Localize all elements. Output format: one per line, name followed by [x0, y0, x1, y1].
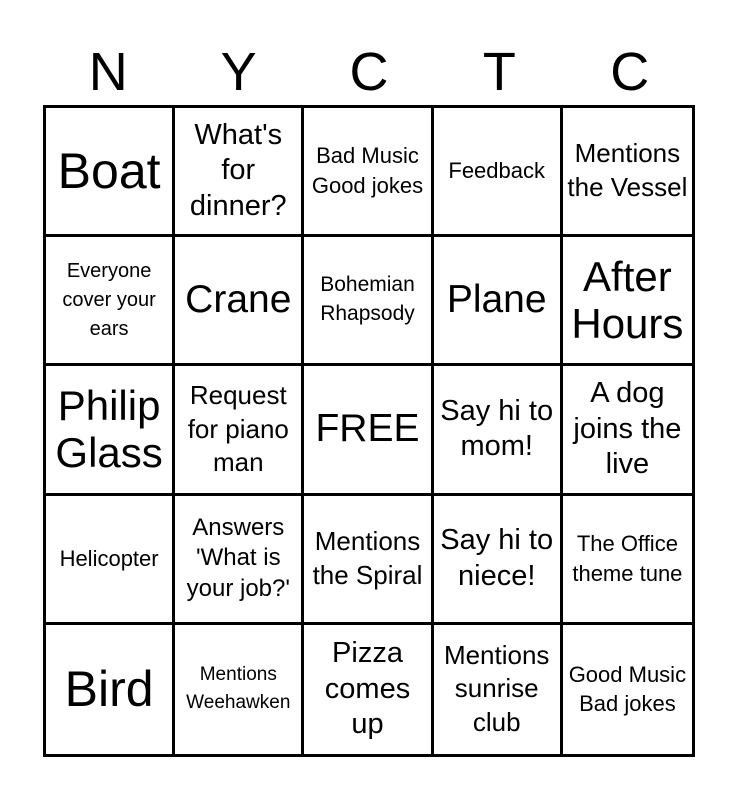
- cell-label: Mentions the Spiral: [312, 525, 423, 590]
- cell-label: Bad Music Good jokes: [311, 143, 424, 199]
- bingo-cell[interactable]: [175, 496, 304, 625]
- header-letter-3: C: [349, 42, 389, 102]
- bingo-cell[interactable]: [304, 496, 433, 625]
- bingo-cell[interactable]: [175, 108, 304, 237]
- bingo-cell[interactable]: [563, 625, 692, 754]
- cell-label: Plane: [446, 277, 547, 321]
- cell-label: Bird: [64, 661, 154, 718]
- bingo-cell[interactable]: [175, 625, 304, 754]
- cell-label: Philip Glass: [55, 382, 163, 477]
- cell-label: Mentions Weehawken: [186, 663, 291, 714]
- cell-label: Crane: [185, 277, 292, 321]
- bingo-cell[interactable]: [46, 366, 175, 495]
- bingo-cell[interactable]: [175, 366, 304, 495]
- bingo-cell[interactable]: [46, 496, 175, 625]
- header-letter-4: T: [482, 42, 516, 102]
- cell-label: Everyone cover your ears: [62, 259, 156, 340]
- header-letter-5: C: [610, 42, 650, 102]
- cell-label: Request for piano man: [187, 379, 289, 478]
- bingo-cell[interactable]: [304, 237, 433, 366]
- cell-label: FREE: [315, 407, 420, 451]
- bingo-cell[interactable]: [304, 366, 433, 495]
- bingo-cell[interactable]: [46, 237, 175, 366]
- bingo-cell[interactable]: [46, 108, 175, 237]
- cell-label: Mentions the Vessel: [567, 138, 688, 203]
- header-letter-2: Y: [220, 42, 257, 102]
- cell-label: The Office theme tune: [572, 531, 683, 586]
- cell-label: After Hours: [571, 253, 684, 348]
- bingo-cell[interactable]: [304, 108, 433, 237]
- cell-label: Bohemian Rhapsody: [320, 273, 415, 326]
- cell-label: Helicopter: [59, 545, 159, 571]
- cell-label: Pizza comes up: [324, 637, 411, 741]
- bingo-cell[interactable]: [563, 108, 692, 237]
- bingo-cell[interactable]: [175, 237, 304, 366]
- bingo-board: [43, 105, 695, 757]
- cell-label: Say hi to niece!: [440, 524, 554, 592]
- cell-label: Say hi to mom!: [440, 395, 554, 463]
- bingo-cell[interactable]: [304, 625, 433, 754]
- cell-label: Answers 'What is your job?': [186, 513, 290, 603]
- cell-label: What's for dinner?: [189, 119, 287, 222]
- bingo-cell[interactable]: [434, 108, 563, 237]
- header-letter-1: N: [88, 42, 128, 102]
- bingo-cell[interactable]: [434, 625, 563, 754]
- cell-label: Feedback: [448, 158, 545, 184]
- bingo-cell[interactable]: [46, 625, 175, 754]
- cell-label: Boat: [57, 143, 161, 200]
- bingo-cell[interactable]: [563, 496, 692, 625]
- cell-label: A dog joins the live: [573, 377, 682, 481]
- bingo-cell[interactable]: [434, 366, 563, 495]
- bingo-cell[interactable]: [563, 237, 692, 366]
- bingo-cell[interactable]: [434, 237, 563, 366]
- bingo-cell[interactable]: [563, 366, 692, 495]
- bingo-cell[interactable]: [434, 496, 563, 625]
- bingo-header: [43, 40, 695, 104]
- cell-label: Good Music Bad jokes: [568, 661, 687, 717]
- cell-label: Mentions sunrise club: [443, 639, 550, 738]
